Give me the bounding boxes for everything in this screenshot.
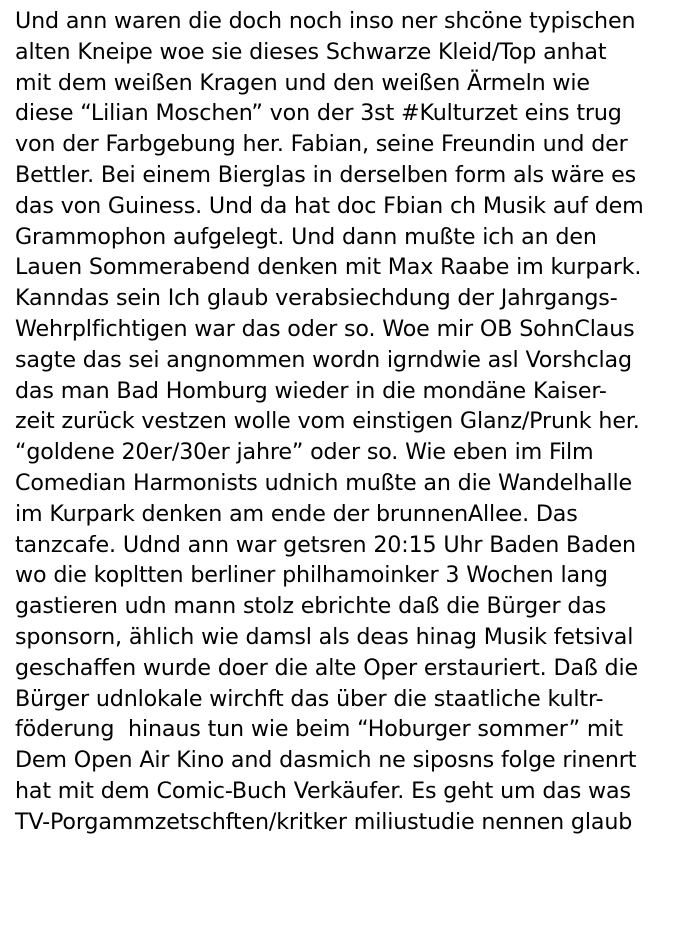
- text-line: TV-Porgammzetschften/kritker miliustudie nennen glaub: [15, 808, 633, 835]
- document-body-text: [15, 6, 683, 838]
- text-line: Wehrplfichtigen war das oder so. Woe mir OB SohnClaus: [15, 315, 635, 342]
- text-line: sagte das sei angnommen wordn igrndwie asl Vorshclag: [15, 346, 632, 373]
- text-line: das man Bad Homburg wieder in die mondäne Kaiser-: [15, 377, 607, 404]
- text-line: Bettler. Bei einem Bierglas in derselben form als wäre es: [15, 161, 637, 188]
- text-line: tanzcafe. Udnd ann war getsren 20:15 Uhr Baden Baden: [15, 531, 636, 558]
- text-line: hat mit dem Comic-Buch Verkäufer. Es geht um das was: [15, 777, 631, 804]
- text-line: “goldene 20er/30er jahre” oder so. Wie eben im Film: [15, 439, 594, 466]
- text-line: von der Farbgebung her. Fabian, seine Freundin und der: [15, 131, 628, 158]
- text-line: Und ann waren die doch noch inso ner shcöne typischen: [15, 8, 636, 34]
- text-line: wo die kopltten berliner philhamoinker 3 Wochen lang: [15, 562, 608, 589]
- text-line: Lauen Sommerabend denken mit Max Raabe im kurpark.: [15, 254, 642, 281]
- text-line: mit dem weißen Kragen und den weißen Ärmeln wie: [15, 69, 590, 96]
- text-line: Grammophon aufgelegt. Und dann mußte ich an den: [15, 223, 597, 250]
- text-line: zeit zurück vestzen wolle vom einstigen Glanz/Prunk her.: [15, 408, 640, 435]
- text-line: Dem Open Air Kino and dasmich ne siposns folge rinenrt: [15, 747, 637, 774]
- text-line: Bürger udnlokale wirchft das über die staatliche kultr-: [15, 685, 604, 712]
- text-line: diese “Lilian Moschen” von der 3st #Kulturzet eins trug: [15, 100, 622, 127]
- text-line: sponsorn, ählich wie damsl als deas hinag Musik fetsival: [15, 623, 634, 650]
- text-line: gastieren udn mann stolz ebrichte daß die Bürger das: [15, 593, 607, 620]
- text-line: Comedian Harmonists udnich mußte an die Wandelhalle: [15, 469, 633, 496]
- text-line: Kanndas sein Ich glaub verabsiechdung der Jahrgangs-: [15, 285, 618, 312]
- text-line: föderung hinaus tun wie beim “Hoburger sommer” mit: [15, 716, 623, 743]
- text-line: im Kurpark denken am ende der brunnenAllee. Das: [15, 500, 578, 527]
- text-line: das von Guiness. Und da hat doc Fbian ch Musik auf dem: [15, 192, 644, 219]
- text-line: geschaffen wurde doer die alte Oper erstauriert. Daß die: [15, 654, 639, 681]
- text-line: alten Kneipe woe sie dieses Schwarze Kleid/Top anhat: [15, 38, 607, 65]
